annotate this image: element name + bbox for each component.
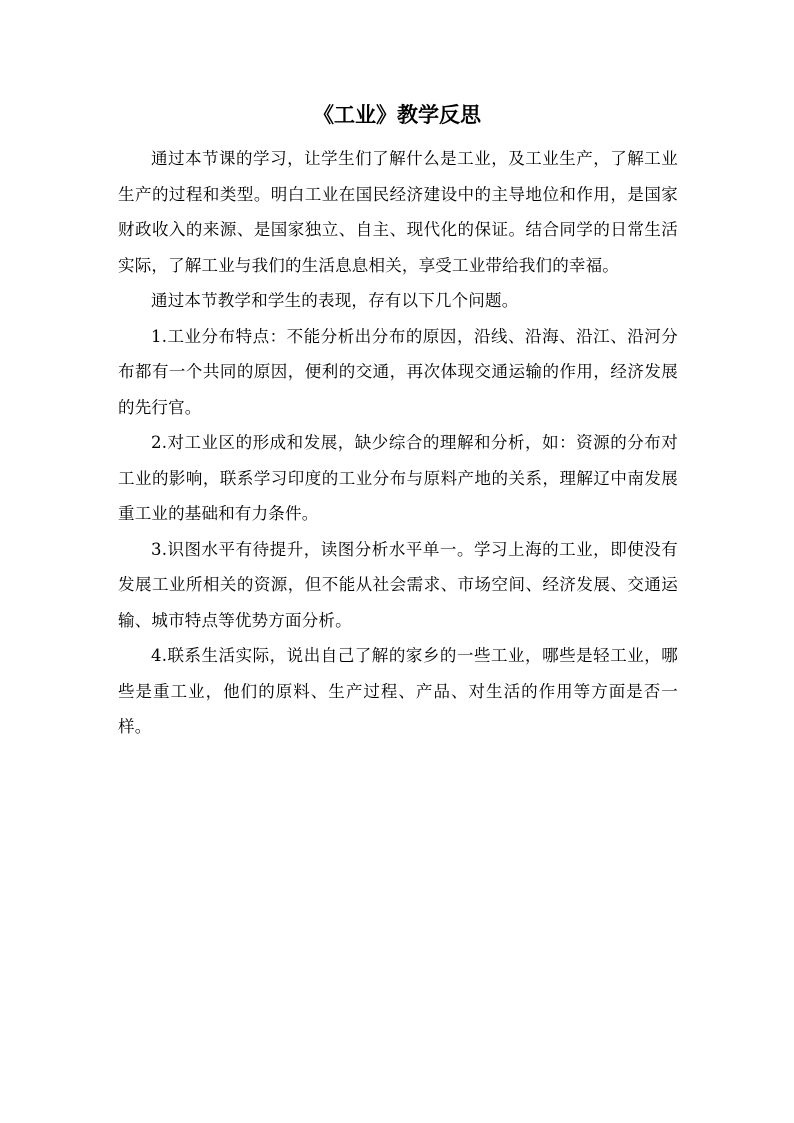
- paragraph-point-1: 1.工业分布特点：不能分析出分布的原因，沿线、沿海、沿江、沿河分布都有一个共同的原因，便利的交通，再次体现交通运输的作用，经济发展的先行官。: [118, 326, 678, 417]
- paragraph-point-4: 4.联系生活实际，说出自己了解的家乡的一些工业，哪些是轻工业，哪些是重工业，他们的原料、生产过程、产品、对生活的作用等方面是否一样。: [118, 646, 678, 736]
- document-title: 《工业》教学反思: [313, 102, 481, 127]
- paragraph-intro: 通过本节课的学习，让学生们了解什么是工业，及工业生产，了解工业生产的过程和类型。明白工业在国民经济建设中的主导地位和作用，是国家财政收入的来源、是国家独立、自主、现代化的保证。结合同学的日常生活实际，了解工业与我们的生活息息相关，享受工业带给我们的幸福。: [118, 149, 678, 275]
- paragraph-point-2: 2.对工业区的形成和发展，缺少综合的理解和分析，如：资源的分布对工业的影响，联系学习印度的工业分布与原料产地的关系，理解辽中南发展重工业的基础和有力条件。: [118, 433, 678, 523]
- paragraph-point-3: 3.识图水平有待提升，读图分析水平单一。学习上海的工业，即使没有发展工业所相关的资源，但不能从社会需求、市场空间、经济发展、交通运输、城市特点等优势方面分析。: [118, 539, 678, 630]
- document-body: [118, 141, 678, 745]
- paragraph-problems-lead: 通过本节教学和学生的表现，存有以下几个问题。: [151, 291, 519, 310]
